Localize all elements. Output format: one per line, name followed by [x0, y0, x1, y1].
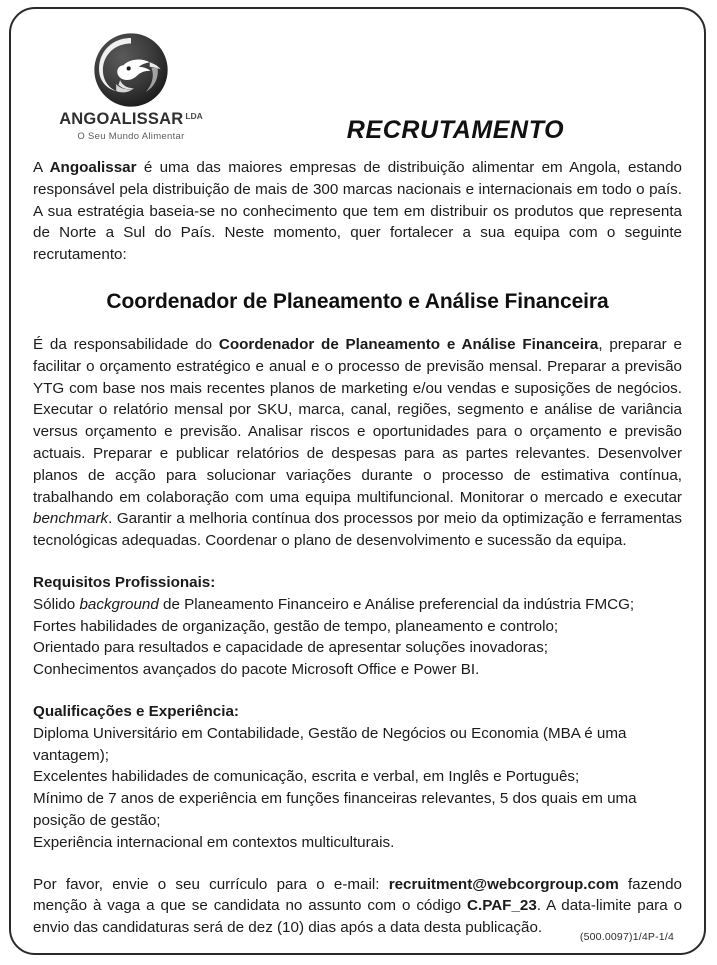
- qualifications-item: Mínimo de 7 anos de experiência em funções financeiras relevantes, 5 dos quais em uma posição de gestão;: [33, 790, 637, 829]
- application-part3: . A data-limite para o envio das candidaturas será de dez (10) dias após a data desta publicação.: [33, 897, 683, 937]
- advertisement-frame: [9, 7, 706, 955]
- requirements-list: [33, 594, 682, 681]
- eagle-swirl-circle-logo: [90, 31, 172, 109]
- advertisement-header: [33, 27, 682, 155]
- responsibilities-part1: É da responsabilidade do: [33, 335, 219, 353]
- qualifications-heading: Qualificações e Experiência:: [33, 702, 239, 720]
- application-paragraph: [33, 874, 682, 939]
- company-branding: [33, 27, 229, 142]
- responsibilities-paragraph: [33, 334, 682, 552]
- company-name: ANGOALISSAR: [59, 110, 184, 128]
- application-email: recruitment@webcorgroup.com: [388, 875, 619, 893]
- requirements-item: Conhecimentos avançados do pacote Microsoft Office e Power BI.: [33, 661, 480, 679]
- company-legal-suffix: LDA: [185, 111, 203, 121]
- intro-paragraph: [33, 157, 682, 266]
- requirements-item: Fortes habilidades de organização, gestão de tempo, planeamento e controlo;: [33, 617, 559, 635]
- intro-body: é uma das maiores empresas de distribuição alimentar em Angola, estando responsável pela distribuição de mais de 300 marcas nacionais e internacionais em todo o país. A sua estratégia baseia-se no conhecimento que tem em distribuir os produtos que representa de Norte a Sul do País. Neste momento, quer fortalecer a sua equipa com o seguinte recrutamento:: [33, 159, 682, 264]
- requirements-item: [33, 594, 682, 616]
- responsibilities-part2: , preparar e facilitar o orçamento estratégico e anual e o processo de previsão mensal. Preparar a previsão YTG com base nos mais recentes planos de marketing e/ou vendas e suposições de negócios. Executar o relatório mensal por SKU, marca, canal, regiões, segmento e análise de variância versus orçamento e previsão. Analisar riscos e oportunidades para o orçamento e previsão actuais. Preparar e publicar relatórios de despesas para as partes relevantes. Desenvolver planos de acção para solucionar variações durante o processo de estimativa contínua, trabalhando em colaboração com uma equipa multifuncional. Monitorar o mercado e executar: [33, 335, 682, 506]
- responsibilities-role-bold: Coordenador de Planeamento e Análise Financeira: [218, 335, 599, 353]
- qualifications-section: [33, 701, 682, 854]
- qualifications-list: [33, 723, 682, 854]
- requirements-item-prefix: Sólido: [33, 595, 80, 613]
- qualifications-item: Excelentes habilidades de comunicação, escrita e verbal, em Inglês e Português;: [33, 768, 580, 786]
- intro-prefix: A: [33, 159, 50, 176]
- company-tagline: O Seu Mundo Alimentar: [77, 130, 185, 142]
- requirements-item: Orientado para resultados e capacidade de apresentar soluções inovadoras;: [33, 639, 549, 657]
- requirements-item-italic: background: [79, 595, 159, 613]
- application-part2: fazendo menção à vaga a que se candidata no assunto com o código: [33, 875, 682, 915]
- job-title: Coordenador de Planeamento e Análise Financeira: [106, 289, 609, 313]
- qualifications-item: Diploma Universitário em Contabilidade, Gestão de Negócios ou Economia (MBA é uma vantagem);: [33, 724, 627, 764]
- headline-container: [229, 27, 682, 155]
- intro-company-bold: Angoalissar: [49, 159, 137, 176]
- application-reference-code: C.PAF_23: [467, 897, 537, 915]
- requirements-item-suffix: de Planeamento Financeiro e Análise preferencial da indústria FMCG;: [158, 595, 635, 613]
- application-part1: Por favor, envie o seu currículo para o e-mail:: [33, 875, 389, 893]
- publication-reference-code: (500.0097)1/4P-1/4: [579, 931, 674, 943]
- responsibilities-benchmark-italic: benchmark: [33, 510, 109, 528]
- qualifications-item: Experiência internacional em contextos multiculturais.: [33, 833, 395, 851]
- responsibilities-part3: . Garantir a melhoria contínua dos processos por meio da optimização e ferramentas tecnológicas adequadas. Coordenar o plano de desenvolvimento e sucessão da equipa.: [33, 510, 682, 550]
- advertisement-content: [11, 9, 704, 953]
- requirements-section: [33, 572, 682, 681]
- brand-wordmark: [59, 111, 203, 128]
- requirements-heading: Requisitos Profissionais:: [33, 573, 216, 591]
- application-section: [33, 874, 682, 939]
- advertisement-headline: RECRUTAMENTO: [346, 115, 565, 144]
